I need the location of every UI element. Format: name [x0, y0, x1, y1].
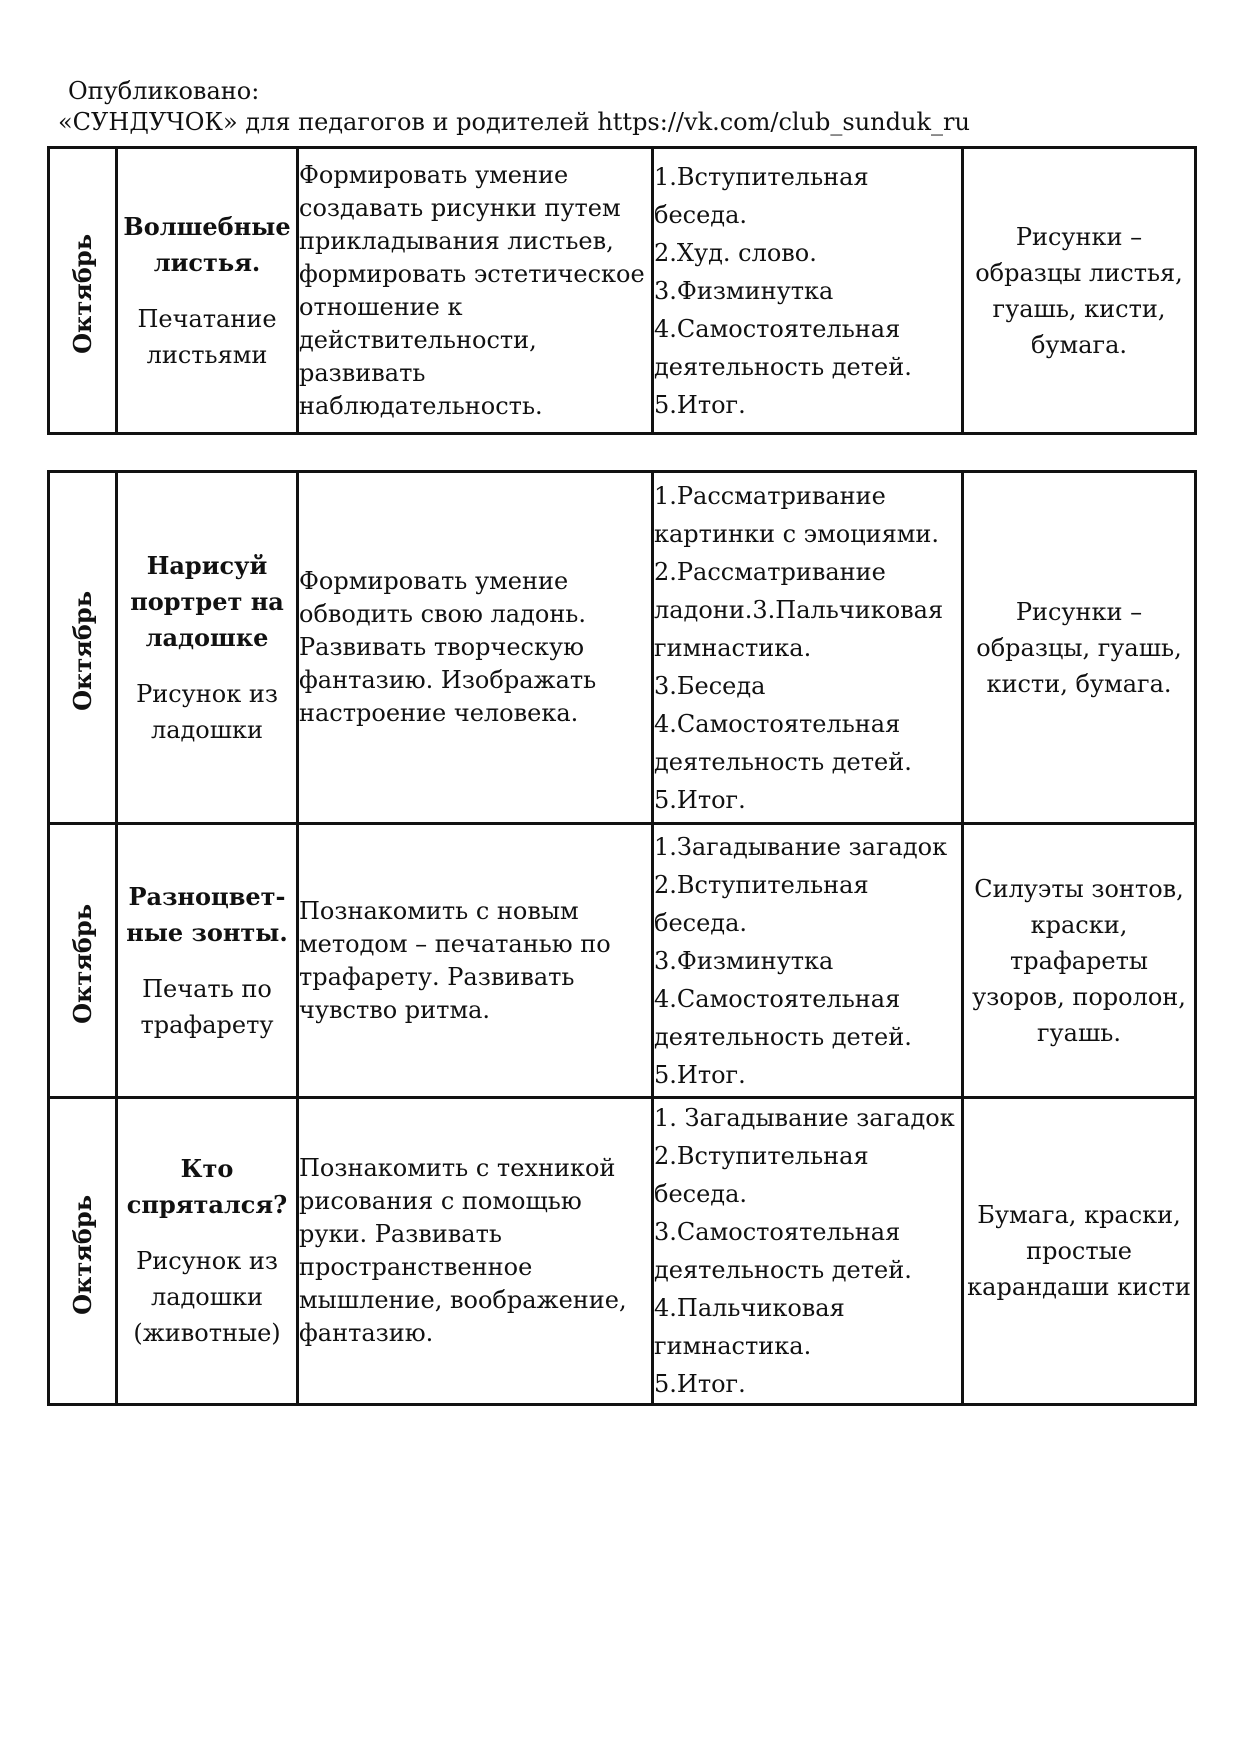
lesson-title: Нарисуй портрет на ладошке [130, 550, 284, 652]
step-item: 2.Рассматривание ладони.3.Пальчиковая гимнастика. [654, 557, 951, 662]
step-item: 3.Физминутка [654, 946, 834, 975]
goal-cell: Познакомить с техникой рисования с помощью руки. Развивать пространственное мышление, воображение, фантазию. [298, 1098, 653, 1405]
topic-cell [117, 824, 298, 1098]
table-row [49, 824, 1196, 1098]
topic-cell [117, 148, 298, 434]
lesson-technique: Печать по трафарету [140, 974, 274, 1039]
table-row [49, 148, 1196, 434]
steps-cell [653, 148, 963, 434]
publication-header [58, 76, 970, 138]
step-item: 2.Вступительная беседа. [654, 1142, 877, 1208]
steps-cell [653, 824, 963, 1098]
month-cell [49, 148, 117, 434]
table-row [49, 1098, 1196, 1405]
steps-cell [653, 472, 963, 824]
lesson-title: Разноцвет-ные зонты. [126, 881, 288, 947]
goal-cell: Формировать умение обводить свою ладонь. Развивать творческую фантазию. Изображать настроение человека. [298, 472, 653, 824]
step-item: 4.Самостоятельная деятельность детей. [654, 984, 912, 1051]
step-item: 1. Загадывание загадок [654, 1104, 955, 1132]
materials-cell: Рисунки – образцы листья, гуашь, кисти, бумага. [963, 148, 1196, 434]
step-item: 2.Худ. слово. [654, 238, 817, 267]
step-item: 2.Вступительная беседа. [654, 870, 877, 937]
materials-cell: Силуэты зонтов, краски, трафареты узоров, поролон, гуашь. [963, 824, 1196, 1098]
step-item: 1.Загадывание загадок [654, 832, 948, 861]
lesson-title: Волшебные листья. [123, 211, 291, 277]
month-label: Октябрь [67, 904, 97, 1024]
table-row [49, 472, 1196, 824]
month-cell [49, 824, 117, 1098]
lesson-technique: Рисунок из ладошки (животные) [133, 1247, 281, 1347]
step-item: 5.Итог. [654, 785, 746, 814]
lesson-technique: Рисунок из ладошки [136, 679, 278, 744]
step-item: 4.Самостоятельная деятельность детей. [654, 314, 912, 381]
step-item: 1.Рассматривание картинки с эмоциями. [654, 481, 940, 548]
step-item: 3.Беседа [654, 671, 766, 700]
lesson-plan-table-1 [47, 146, 1197, 435]
goal-cell: Формировать умение создавать рисунки путем прикладывания листьев, формировать эстетическое отношение к действительности, развивать наблюдательность. [298, 148, 653, 434]
lesson-technique: Печатание листьями [137, 304, 277, 369]
step-item: 1.Вступительная беседа. [654, 162, 877, 229]
topic-cell [117, 472, 298, 824]
publisher-line: «СУНДУЧОК» для педагогов и родителей https://vk.com/club_sunduk_ru [58, 108, 970, 136]
materials-cell: Рисунки – образцы, гуашь, кисти, бумага. [963, 472, 1196, 824]
step-item: 5.Итог. [654, 1060, 746, 1089]
published-label: Опубликовано: [68, 77, 260, 105]
step-item: 5.Итог. [654, 1370, 746, 1398]
step-item: 4.Самостоятельная деятельность детей. [654, 709, 912, 776]
step-item: 3.Самостоятельная деятельность детей. [654, 1218, 912, 1284]
lesson-title: Кто спрятался? [126, 1154, 288, 1219]
month-cell [49, 472, 117, 824]
month-cell [49, 1098, 117, 1405]
step-item: 4.Пальчиковая гимнастика. [654, 1294, 853, 1360]
steps-cell [653, 1098, 963, 1405]
month-label: Октябрь [67, 591, 97, 711]
month-label: Октябрь [67, 1194, 97, 1315]
goal-cell: Познакомить с новым методом – печатанью по трафарету. Развивать чувство ритма. [298, 824, 653, 1098]
step-item: 5.Итог. [654, 390, 746, 419]
month-label: Октябрь [67, 234, 97, 354]
lesson-plan-table-2 [47, 470, 1197, 1406]
step-item: 3.Физминутка [654, 276, 834, 305]
topic-cell [117, 1098, 298, 1405]
materials-cell: Бумага, краски, простые карандаши кисти [963, 1098, 1196, 1405]
